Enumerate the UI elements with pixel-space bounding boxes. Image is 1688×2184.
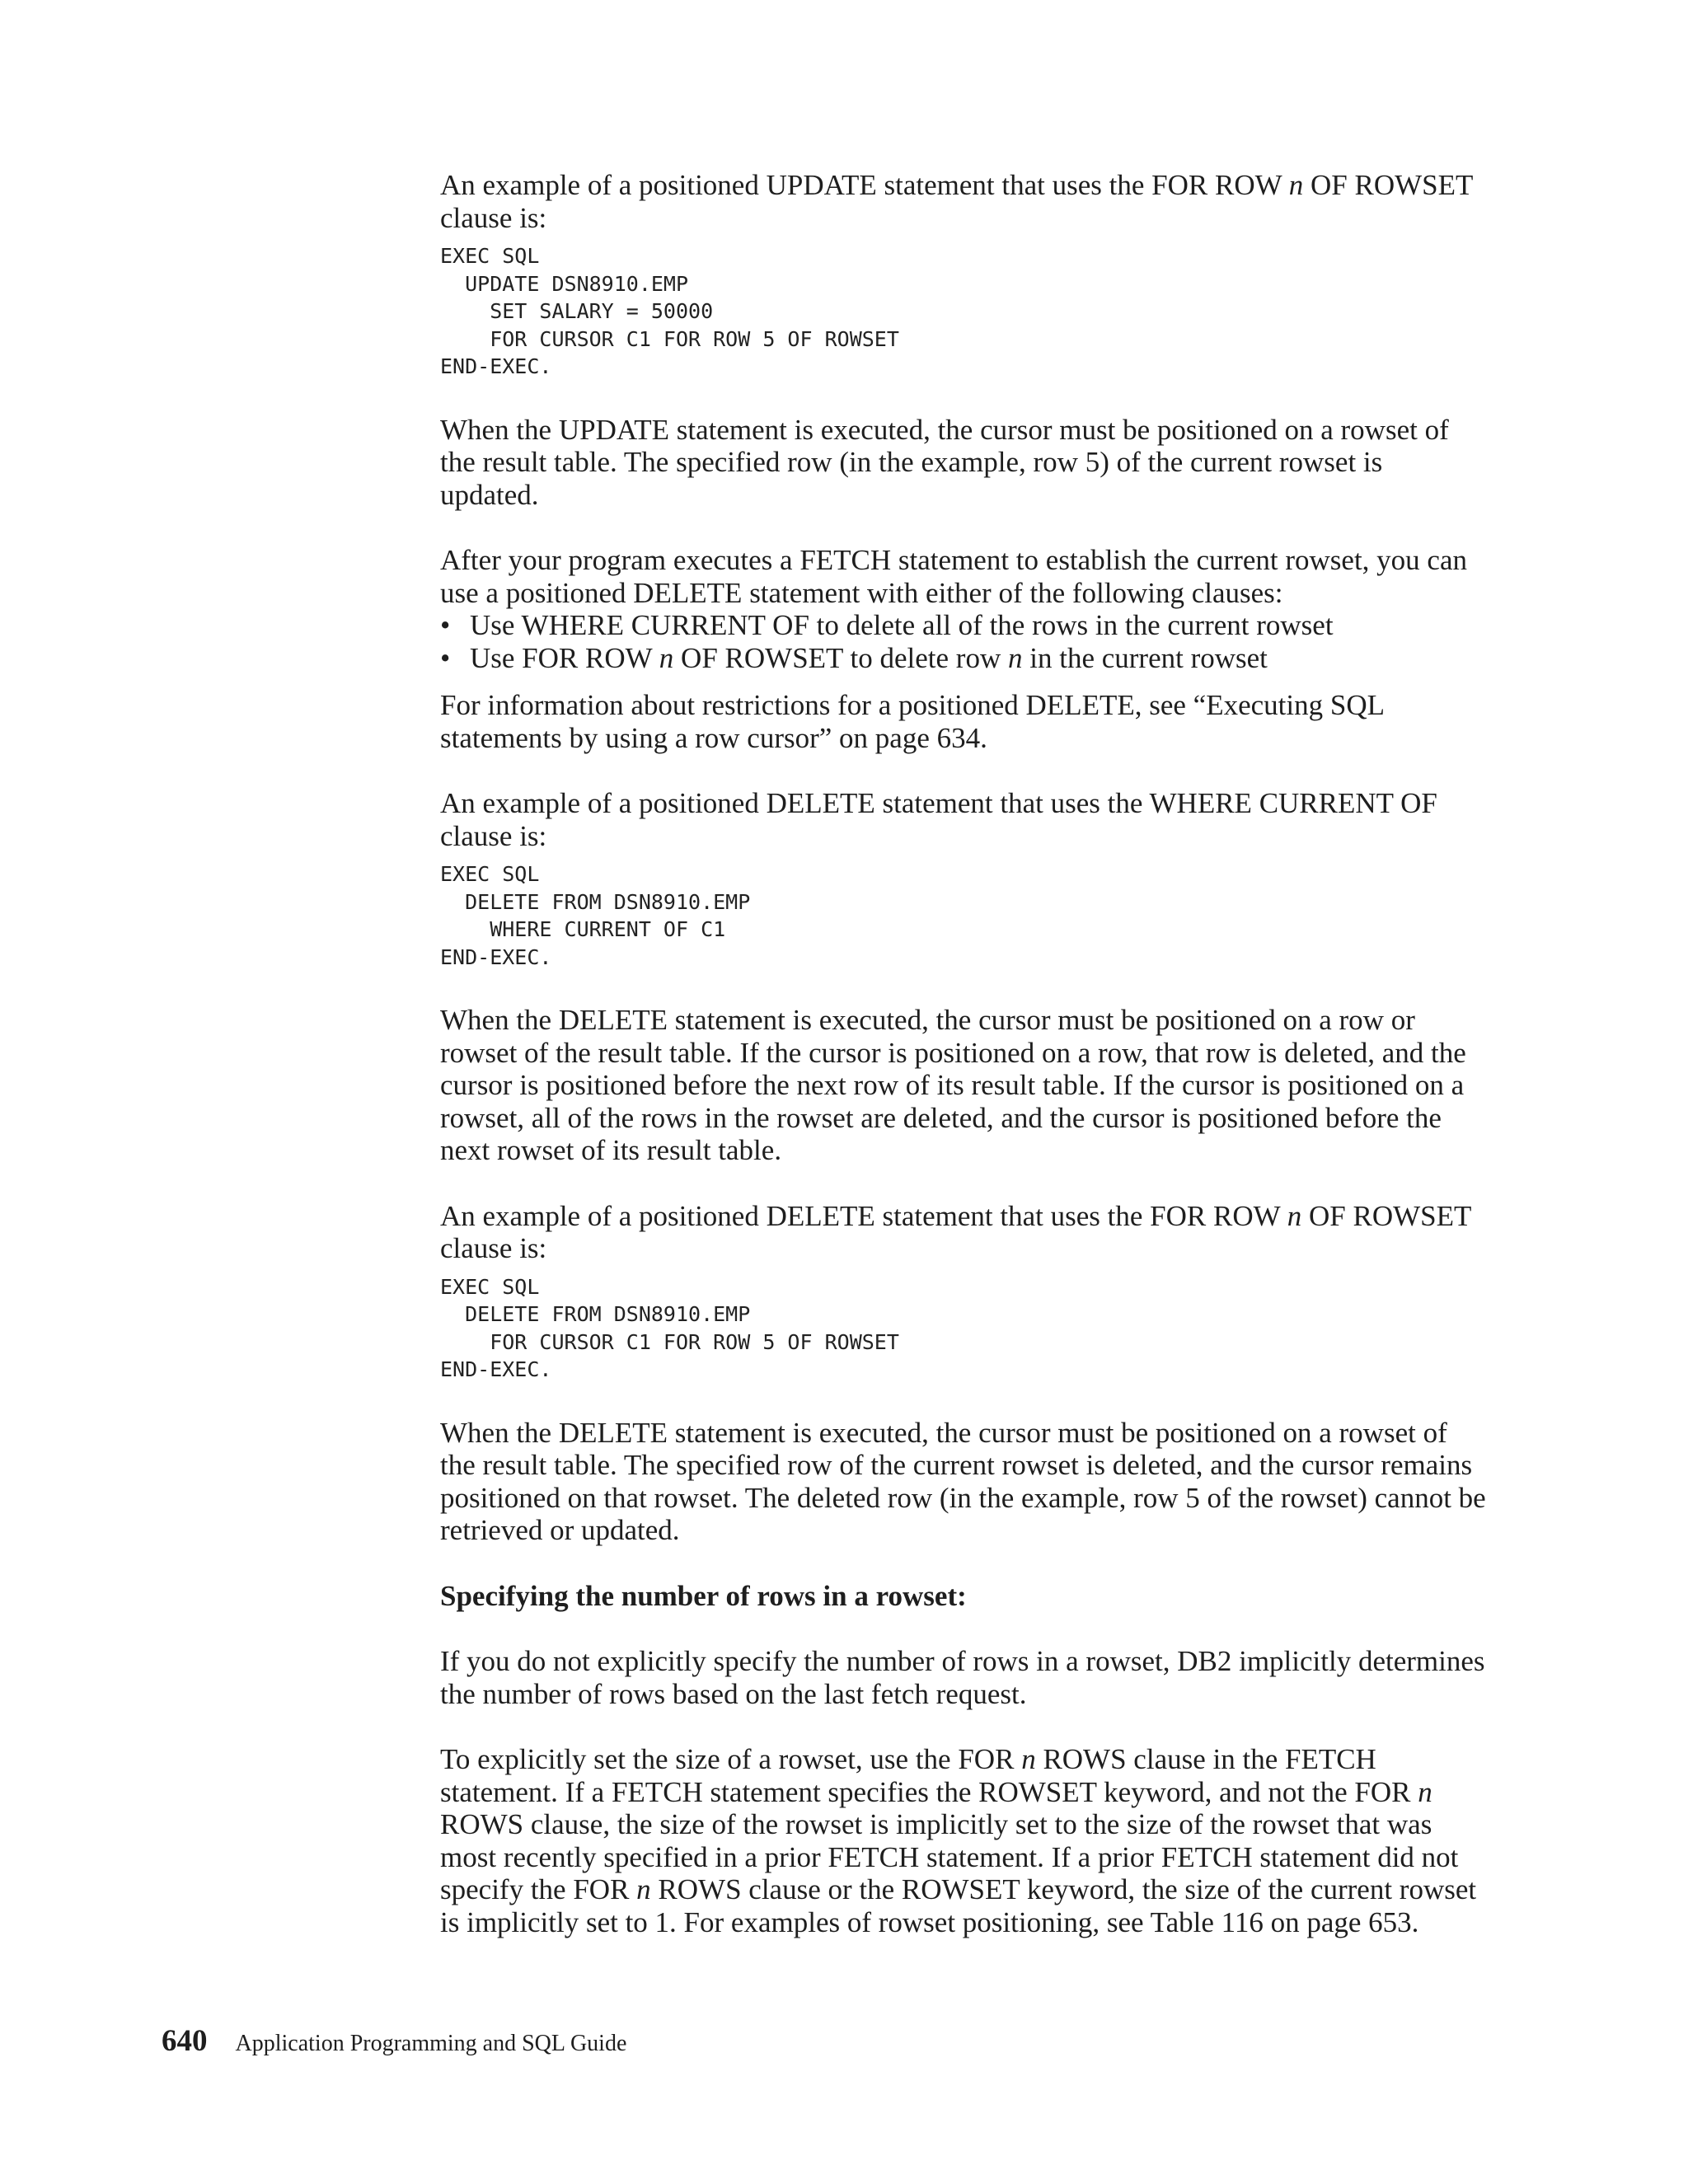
- paragraph-delete-executed: When the DELETE statement is executed, the cursor must be positioned on a row or rowset of the result table. If the cursor is positioned on a row, that row is deleted, and the cursor is positioned before the next row of its result table. If the cursor is positioned on a rowset, all of the rows in the rowset are deleted, and the cursor is positioned before the next rowset of its result table.: [440, 1004, 1466, 1166]
- list-item: • Use WHERE CURRENT OF to delete all of the rows in the current rowset: [440, 609, 1334, 641]
- code-delete-where-current: EXEC SQL DELETE FROM DSN8910.EMP WHERE CURRENT OF C1 END-EXEC.: [440, 862, 751, 969]
- paragraph-update-executed: When the UPDATE statement is executed, the cursor must be positioned on a rowset of the result table. The specified row (in the example, row 5) of the current rowset is updated.: [440, 413, 1449, 511]
- paragraph-delete-clauses: After your program executes a FETCH statement to establish the current rowset, you can use a positioned DELETE statement with either of the following clauses:: [440, 544, 1468, 609]
- page-footer: [162, 2023, 626, 2059]
- section-heading: Specifying the number of rows in a rowset:: [440, 1579, 967, 1612]
- bullet-icon: •: [440, 609, 451, 641]
- paragraph-implicit-rows: If you do not explicitly specify the number of rows in a rowset, DB2 implicitly determines the number of rows based on the last fetch request.: [440, 1645, 1485, 1710]
- paragraph-delete-where-current-intro: An example of a positioned DELETE statement that uses the WHERE CURRENT OF clause is:: [440, 787, 1437, 852]
- paragraph-delete-rowset-executed: When the DELETE statement is executed, the cursor must be positioned on a rowset of the result table. The specified row of the current rowset is deleted, and the cursor remains positioned on that rowset. The deleted row (in the example, row 5 of the rowset) cannot be retrieved or updated.: [440, 1416, 1486, 1546]
- main-content: [440, 169, 1487, 1938]
- book-title: Application Programming and SQL Guide: [235, 2031, 627, 2056]
- clause-list: [440, 609, 1487, 674]
- paragraph-delete-restrictions-link: For information about restrictions for a positioned DELETE, see “Executing SQL statements by using a row cursor” on page 634.: [440, 689, 1384, 754]
- paragraph-update-example-intro: An example of a positioned UPDATE statement that uses the FOR ROW n OF ROWSET clause is:: [440, 169, 1473, 234]
- code-update-rowset: EXEC SQL UPDATE DSN8910.EMP SET SALARY = 50000 FOR CURSOR C1 FOR ROW 5 OF ROWSET END-EXEC.: [440, 244, 899, 378]
- page-number: 640: [162, 2024, 208, 2058]
- paragraph-explicit-rowset-size: To explicitly set the size of a rowset, use the FOR n ROWS clause in the FETCH statement. If a FETCH statement specifies the ROWSET keyword, and not the FOR n ROWS clause, the size of the rowset is implicitly set to the size of the rowset that was most recently specified in a prior FETCH statement. If a prior FETCH statement did not specify the FOR n ROWS clause or the ROWSET keyword, the size of the current rowset is implicitly set to 1. For examples of rowset positioning, see Table 116 on page 653.: [440, 1743, 1477, 1938]
- bullet-icon: •: [440, 641, 451, 674]
- code-delete-rowset: EXEC SQL DELETE FROM DSN8910.EMP FOR CURSOR C1 FOR ROW 5 OF ROWSET END-EXEC.: [440, 1274, 899, 1381]
- paragraph-delete-rowset-intro: An example of a positioned DELETE statement that uses the FOR ROW n OF ROWSET clause is:: [440, 1199, 1471, 1264]
- list-item: • Use FOR ROW n OF ROWSET to delete row n in the current rowset: [440, 641, 1268, 674]
